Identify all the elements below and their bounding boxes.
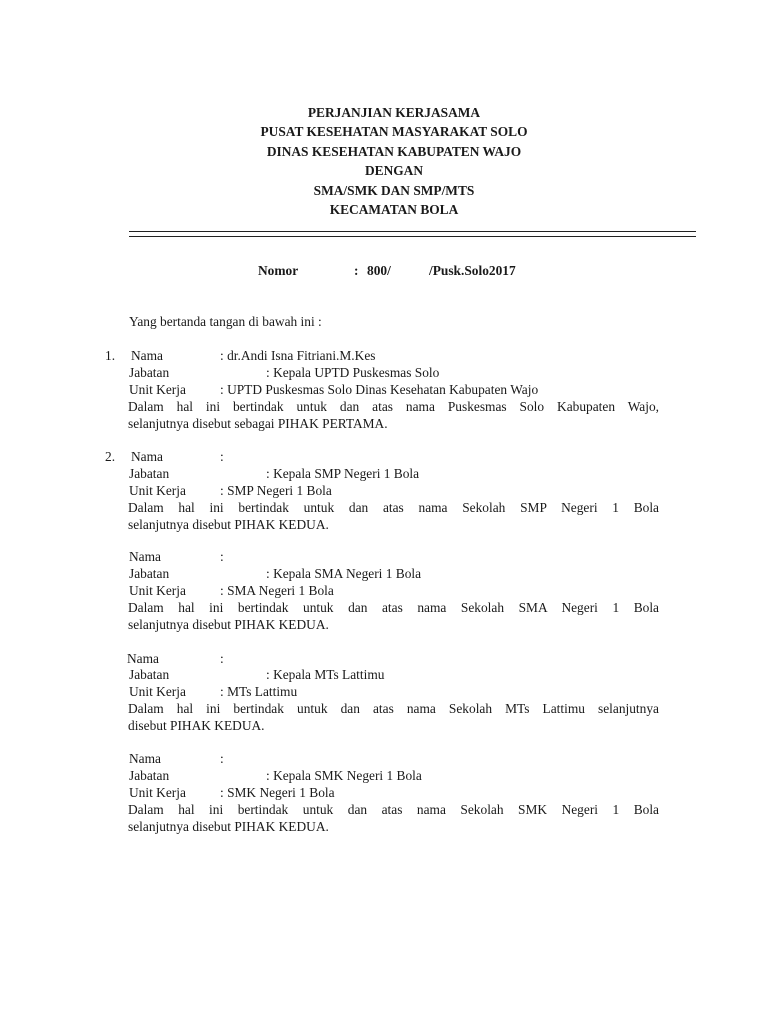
party-description: Dalam hal ini bertindak untuk dan atas nama Puskesmas Solo Kabupaten Wajo, — [128, 399, 659, 414]
intro-text: Yang bertanda tangan di bawah ini : — [129, 314, 322, 329]
heading-line-1: PERJANJIAN KERJASAMA — [307, 105, 481, 120]
nomor-colon: : — [354, 263, 359, 278]
double-rule-divider — [129, 231, 696, 237]
unit-kerja-label: Unit Kerja — [129, 684, 186, 699]
unit-kerja-value: : SMA Negeri 1 Bola — [220, 583, 334, 598]
unit-kerja-label: Unit Kerja — [129, 382, 186, 397]
nomor-number: 800/ — [367, 263, 391, 278]
unit-kerja-label: Unit Kerja — [129, 483, 186, 498]
party-description: Dalam hal ini bertindak untuk dan atas nama Sekolah SMA Negeri 1 Bola — [128, 600, 659, 615]
nama-value: : dr.Andi Isna Fitriani.M.Kes — [220, 348, 376, 363]
party-description: Dalam hal ini bertindak untuk dan atas nama Sekolah MTs Lattimu selanjutnya — [128, 701, 659, 716]
document-heading — [0, 103, 768, 219]
nama-value: : — [220, 651, 224, 666]
party-number: 2. — [105, 449, 116, 464]
party-number: 1. — [105, 348, 116, 363]
jabatan-label: Jabatan — [129, 466, 170, 481]
party-description: Dalam hal ini bertindak untuk dan atas nama Sekolah SMK Negeri 1 Bola — [128, 802, 659, 817]
party-description-end: selanjutnya disebut PIHAK KEDUA. — [128, 617, 329, 632]
jabatan-value: : Kepala MTs Lattimu — [266, 667, 385, 682]
jabatan-value: : Kepala SMK Negeri 1 Bola — [266, 768, 422, 783]
jabatan-value: : Kepala UPTD Puskesmas Solo — [266, 365, 440, 380]
heading-line-5: SMA/SMK DAN SMP/MTS — [313, 182, 475, 198]
party-description-end: selanjutnya disebut PIHAK KEDUA. — [128, 819, 329, 834]
party-description: Dalam hal ini bertindak untuk dan atas nama Sekolah SMP Negeri 1 Bola — [128, 500, 659, 515]
unit-kerja-value: : SMP Negeri 1 Bola — [220, 483, 332, 498]
jabatan-label: Jabatan — [129, 667, 170, 682]
jabatan-value: : Kepala SMP Negeri 1 Bola — [266, 466, 420, 481]
nama-label: Nama — [131, 348, 163, 363]
nomor-code: /Pusk.Solo2017 — [429, 263, 516, 278]
nama-value: : — [220, 549, 224, 564]
nama-label: Nama — [127, 651, 159, 666]
jabatan-label: Jabatan — [129, 768, 170, 783]
nama-label: Nama — [129, 549, 161, 564]
jabatan-label: Jabatan — [129, 566, 170, 581]
unit-kerja-label: Unit Kerja — [129, 583, 186, 598]
party-description-end: selanjutnya disebut PIHAK KEDUA. — [128, 517, 329, 532]
heading-line-6: KECAMATAN BOLA — [329, 202, 459, 218]
nama-value: : — [220, 751, 224, 766]
party-description-end: disebut PIHAK KEDUA. — [128, 718, 265, 733]
nama-label: Nama — [131, 449, 163, 464]
party-description-end: selanjutnya disebut sebagai PIHAK PERTAMA. — [128, 416, 388, 431]
unit-kerja-value: : MTs Lattimu — [220, 684, 298, 699]
nama-label: Nama — [129, 751, 161, 766]
jabatan-label: Jabatan — [129, 365, 170, 380]
heading-line-2: PUSAT KESEHATAN MASYARAKAT SOLO — [260, 124, 528, 140]
nomor-label: Nomor — [258, 263, 299, 278]
unit-kerja-label: Unit Kerja — [129, 785, 186, 800]
jabatan-value: : Kepala SMA Negeri 1 Bola — [266, 566, 422, 581]
heading-line-4: DENGAN — [364, 163, 424, 179]
nama-value: : — [220, 449, 224, 464]
heading-line-3: DINAS KESEHATAN KABUPATEN WAJO — [266, 143, 522, 159]
unit-kerja-value: : SMK Negeri 1 Bola — [220, 785, 335, 800]
unit-kerja-value: : UPTD Puskesmas Solo Dinas Kesehatan Kabupaten Wajo — [220, 382, 539, 397]
